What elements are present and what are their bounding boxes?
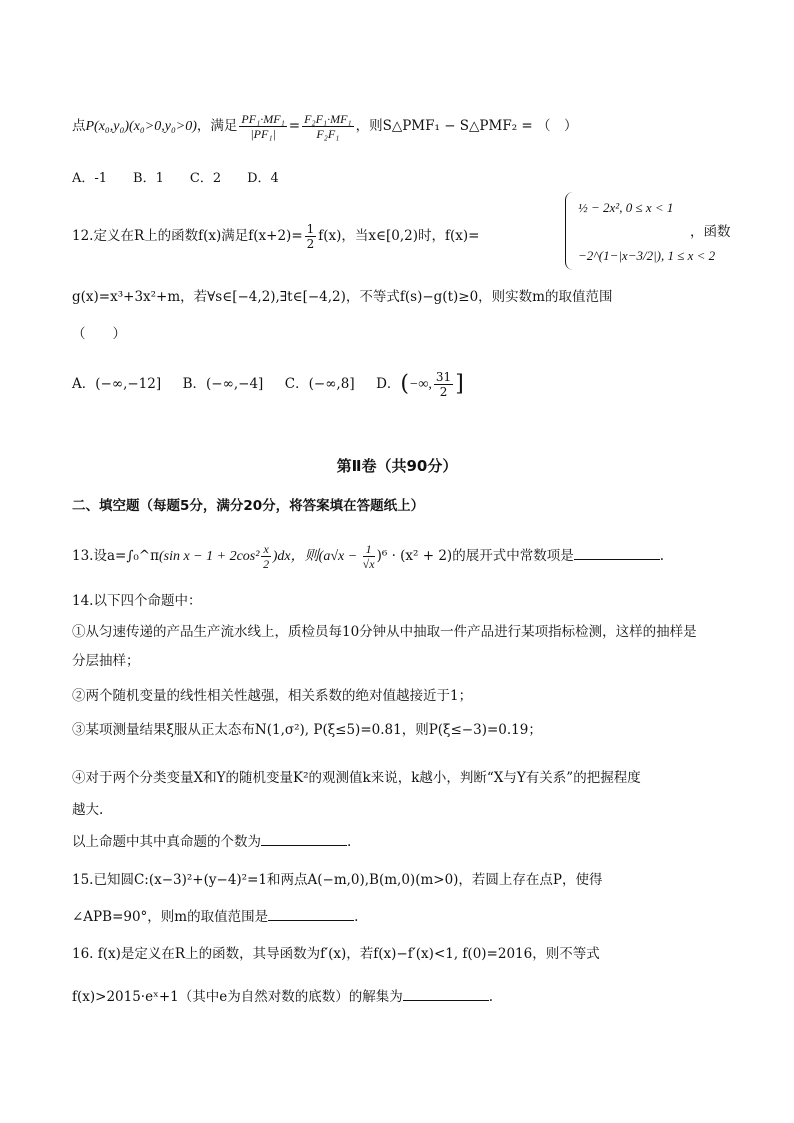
q13-line (72, 542, 734, 571)
q13-one-num: 1 (363, 542, 375, 557)
q16-line2-text: f(x)>2015·eˣ+1（其中e为自然对数的底数）的解集为 (72, 989, 403, 1005)
part-title: 第Ⅱ卷（共90分） (336, 457, 458, 475)
q12-piecewise-brace (565, 192, 576, 270)
q12-line3: （ ） (72, 326, 126, 342)
q11-frac-right (302, 112, 354, 141)
q16-end: . (488, 989, 494, 1005)
q13-integrand-a: (sin x − 1 + 2cos² (158, 549, 260, 564)
q14-p2: ②两个随机变量的线性相关性越强，相关系数的绝对值越接近于1； (72, 688, 473, 704)
q14-p3: ③某项测量结果ξ服从正太态布N(1,σ²), P(ξ≤5)=0.81，则P(ξ≤−3)=0.19； (72, 722, 542, 738)
q14-intro: 14.以下四个命题中： (72, 593, 202, 609)
q11-equals: = (288, 118, 301, 134)
q11-frac-right-den: F₂F₁ (316, 127, 340, 141)
q13-answer-blank[interactable] (574, 545, 660, 560)
q12-half-den: 2 (306, 237, 315, 251)
q14-conclusion (72, 831, 734, 852)
q13-end: . (659, 548, 664, 564)
q14-p1-a: ①从匀速传递的产品生产流水线上，质检员每10分钟从中抽取一件产品进行某项指标检测，这样的抽样是 (72, 624, 697, 640)
q14-p4-a: ④对于两个分类变量X和Y的随机变量K²的观测值k来说，k越小，判断“X与Y有关系”的把握程度 (72, 770, 641, 786)
q14-conclusion-text: 以上命题中其中真命题的个数为 (72, 834, 261, 850)
q12-half-num: 1 (306, 222, 315, 236)
q12-option-d-close-bracket: ] (455, 371, 464, 397)
q12-option-c: C．(−∞,8] (284, 376, 355, 392)
q12-option-b: B．(−∞,−4] (182, 376, 264, 392)
q15-line2 (72, 906, 734, 927)
q14-p4-b: 越大. (72, 802, 104, 818)
q12-options (72, 370, 734, 399)
q16-answer-blank[interactable] (403, 986, 489, 1001)
q11-mid: ，满足 (196, 118, 238, 134)
q12-line1-a: 12.定义在R上的函数f(x)满足f(x+2)= (72, 228, 303, 244)
q13-one-den: √x (362, 557, 375, 571)
q14-end: . (347, 834, 352, 850)
q13-x-num: x (263, 542, 269, 556)
q13-one-over-root (363, 542, 375, 571)
q13-integrand-b: )dx，则 (272, 549, 319, 564)
q12-option-a: A．(−∞,−12] (72, 376, 162, 392)
q11-stem (72, 112, 734, 141)
q13-expr-a: (a√x − (318, 549, 361, 564)
q11-frac-left (239, 112, 286, 141)
q11-options: A．-1 B．1 C．2 D．4 (72, 171, 279, 186)
q15-line2-text: ∠APB=90°，则m的取值范围是 (72, 909, 269, 925)
q16-line2 (72, 986, 734, 1007)
q11-point: P(x₀,y₀)(x₀>0,y₀>0) (85, 119, 197, 134)
q14-p1-b: 分层抽样； (72, 653, 140, 669)
q11-frac-left-den: |PF₁| (250, 127, 276, 141)
q11-suffix: ，则S△PMF₁ − S△PMF₂ = （ ） (355, 118, 578, 134)
q11-prefix: 点 (72, 118, 86, 134)
q12-option-d-frac (434, 370, 453, 399)
q16-line1: 16. f(x)是定义在R上的函数，其导函数为f′(x)，若f(x)−f′(x)<1, f(0)=2016，则不等式 (72, 946, 600, 962)
section-title: 二、填空题（每题5分，满分20分，将答案填在答题纸上） (72, 498, 425, 514)
q12-piece-2: −2^(1−|x−3/2|), 1 ≤ x < 2 (578, 248, 716, 263)
q12-line2: g(x)=x³+3x²+m，若∀s∈[−4,2),∃t∈[−4,2)，不等式f(s)−g(t)≥0，则实数m的取值范围 (72, 289, 613, 305)
q13-x-den: 2 (263, 557, 270, 571)
q15-end: . (354, 909, 359, 925)
q12-line1-c: ，函数 (690, 224, 731, 240)
q12-option-d-lead: −∞, (408, 377, 432, 392)
q13-x-half (261, 542, 270, 571)
q15-line1: 15.已知圆C:(x−3)²+(y−4)²=1和两点A(−m,0),B(m,0)(m>0)，若圆上存在点P，使得 (72, 872, 603, 888)
q12-option-d-open-bracket: ( (400, 371, 409, 397)
q15-answer-blank[interactable] (268, 906, 354, 921)
q11-frac-right-num: F₂F₁·MF₁ (304, 112, 352, 126)
q13-expr-b: )⁶ · (x² + 2)的展开式中常数项是 (376, 548, 574, 564)
q12-option-d-num: 31 (435, 370, 452, 384)
q13-integral: 13.设a=∫₀^π (72, 548, 159, 564)
q14-answer-blank[interactable] (261, 831, 347, 846)
q11-frac-left-num: PF₁·MF₁ (241, 112, 285, 126)
q12-line1 (72, 222, 480, 251)
q12-piece-1: ½ − 2x², 0 ≤ x < 1 (578, 200, 674, 215)
q12-option-d-prefix: D． (376, 376, 401, 392)
q12-line1-b: f(x)，当x∈[0,2)时，f(x)= (318, 228, 480, 244)
q12-option-d-den: 2 (439, 385, 448, 399)
q12-half (305, 222, 317, 251)
